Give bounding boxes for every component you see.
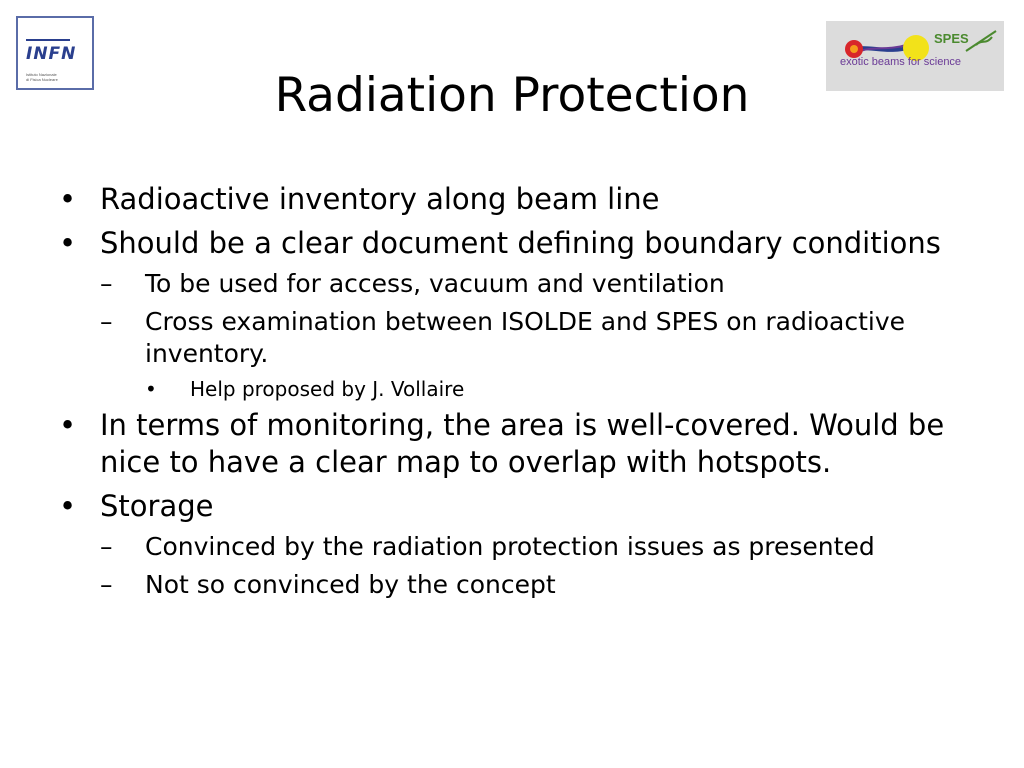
sub-sub-bullet-item <box>145 376 977 402</box>
bullet-text: Should be a clear document defining boundary conditions <box>100 226 941 260</box>
infn-logo-subtitle-line2: di Fisica Nucleare <box>26 77 58 82</box>
bullet-text: Storage <box>100 489 214 523</box>
bullet-marker: • <box>59 226 77 260</box>
infn-logo-subtitle-line1: Istituto Nazionale <box>26 72 57 77</box>
sub-bullet-text: To be used for access, vacuum and ventilation <box>145 269 725 298</box>
sub-sub-bullet-marker: • <box>145 377 157 401</box>
sub-sub-bullet-text: Help proposed by J. Vollaire <box>190 377 465 401</box>
bullet-marker: • <box>59 489 77 523</box>
spes-logo-brand: SPES <box>934 31 969 46</box>
sub-bullet-text: Not so convinced by the concept <box>145 570 556 599</box>
bullet-marker: • <box>59 408 77 442</box>
sub-bullet-text: Cross examination between ISOLDE and SPES on radioactive inventory. <box>145 307 906 368</box>
sub-bullet-marker: – <box>100 269 113 298</box>
slide-title: Radiation Protection <box>274 68 750 123</box>
slide-body <box>57 181 977 601</box>
sub-bullet-item <box>100 569 977 601</box>
bullet-item <box>57 225 977 262</box>
sub-bullet-marker: – <box>100 570 113 599</box>
bullet-item <box>57 488 977 525</box>
bullet-marker: • <box>59 182 77 216</box>
sub-bullet-text: Convinced by the radiation protection issues as presented <box>145 532 875 561</box>
sub-bullet-item <box>100 268 977 300</box>
sub-bullet-item <box>100 531 977 563</box>
bullet-item <box>57 181 977 218</box>
bullet-item <box>57 407 977 481</box>
infn-logo-mark: INFN <box>26 44 86 64</box>
sub-bullet-marker: – <box>100 532 113 561</box>
bullet-text: In terms of monitoring, the area is well-covered. Would be nice to have a clear map to overlap with hotspots. <box>100 408 945 479</box>
bullet-text: Radioactive inventory along beam line <box>100 182 660 216</box>
spes-logo-tagline: exotic beams for science <box>840 56 962 68</box>
sub-bullet-item <box>100 306 977 370</box>
sub-bullet-marker: – <box>100 307 113 336</box>
